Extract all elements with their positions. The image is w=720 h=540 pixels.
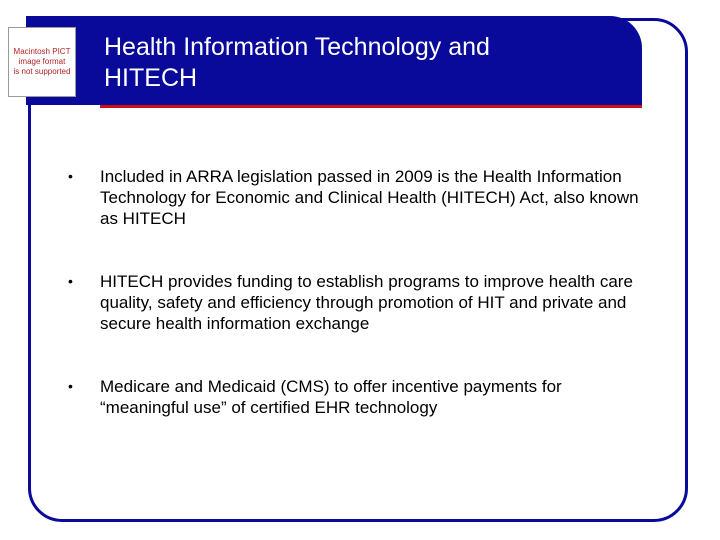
title-underline <box>100 105 642 108</box>
placeholder-text-line: image format <box>18 57 66 66</box>
bullet-marker: • <box>68 168 73 184</box>
bullet-marker: • <box>68 378 73 394</box>
placeholder-text-line: Macintosh PICT <box>13 47 71 56</box>
bullet-text: Included in ARRA legislation passed in 2009 is the Health Information Technology for Economic and Clinical Health (HITECH) Act, also known as HITECH <box>100 167 639 228</box>
bullet-list <box>60 166 650 460</box>
bullet-text: HITECH provides funding to establish programs to improve health care quality, safety and efficiency through promotion of HIT and private and secure health information exchange <box>100 272 633 333</box>
bullet-text: Medicare and Medicaid (CMS) to offer incentive payments for “meaningful use” of certified EHR technology <box>100 377 562 417</box>
bullet-item <box>60 376 650 418</box>
slide-title <box>104 32 634 94</box>
missing-image-placeholder <box>8 27 76 97</box>
slide-title-line-2: HITECH <box>104 64 198 92</box>
placeholder-text-line: is not supported <box>13 67 71 76</box>
bullet-item <box>60 166 650 229</box>
slide-title-line-1: Health Information Technology and <box>104 33 490 61</box>
bullet-item <box>60 271 650 334</box>
bullet-marker: • <box>68 273 73 289</box>
